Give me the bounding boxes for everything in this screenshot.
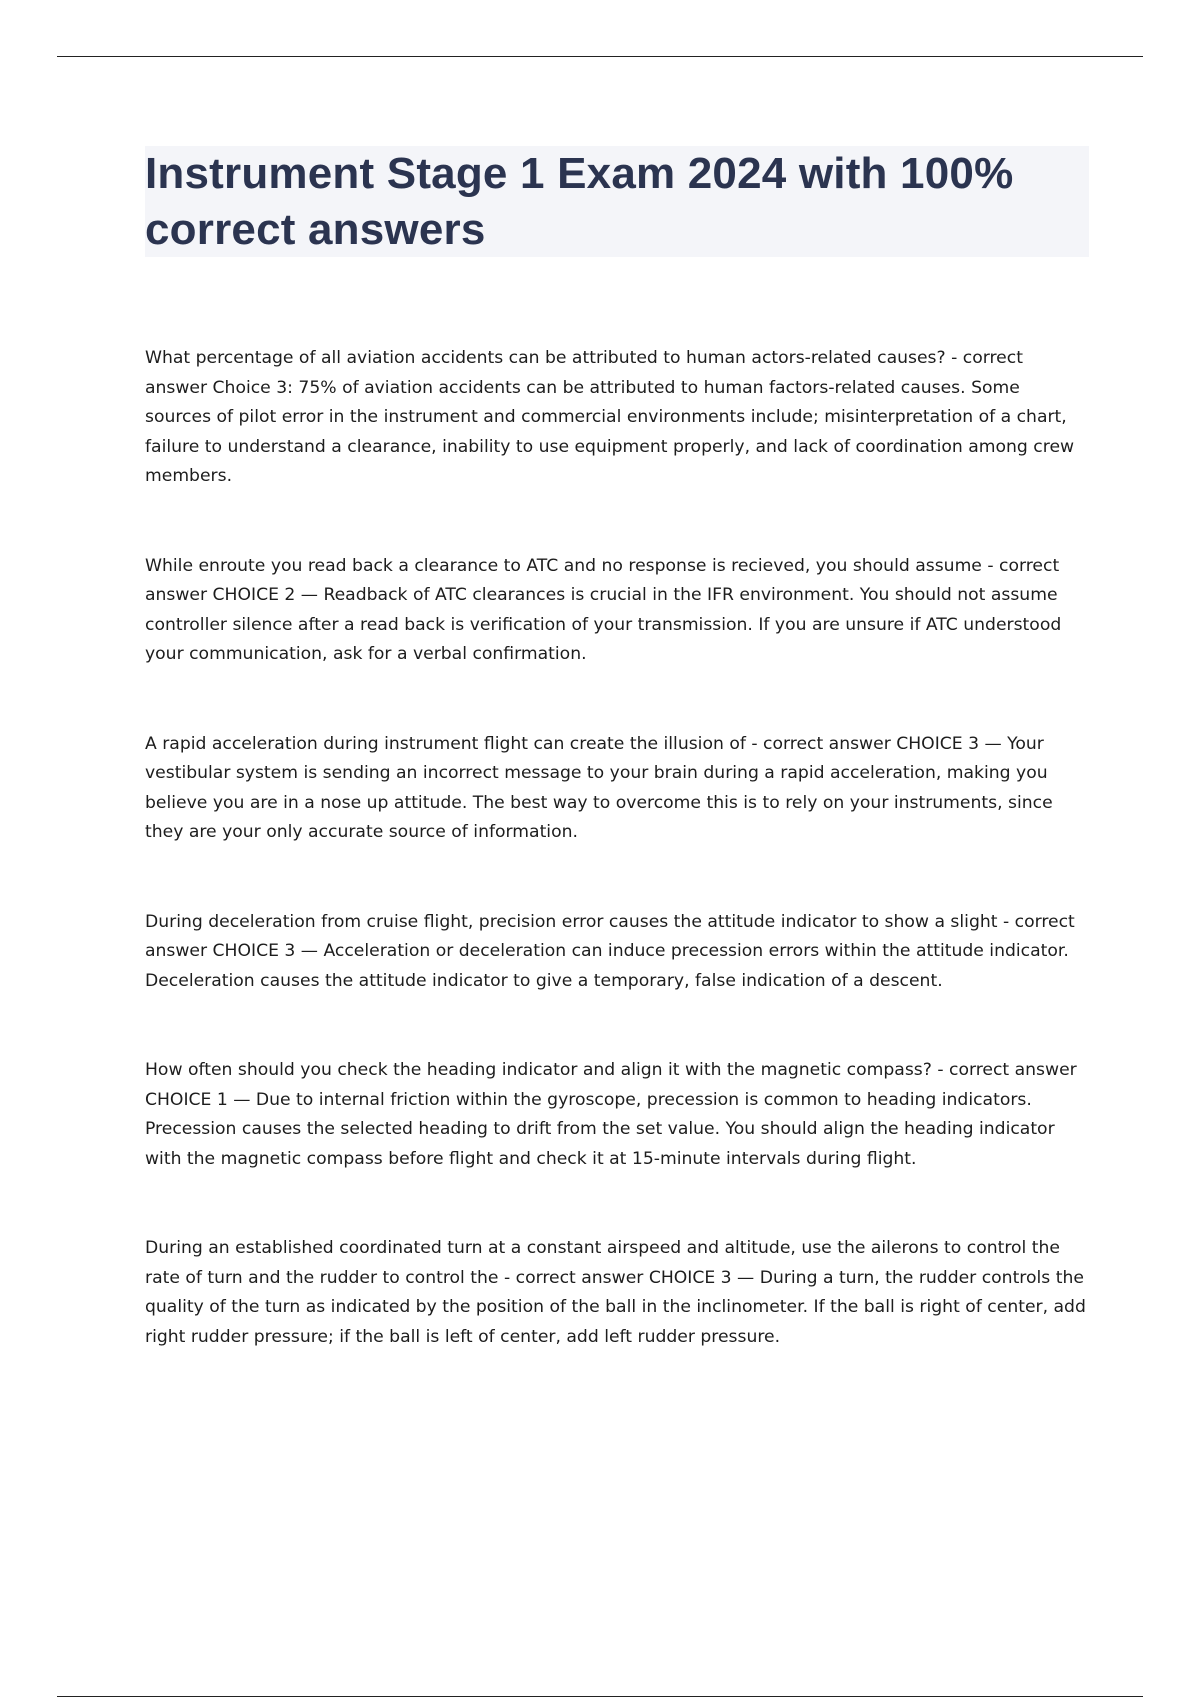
qa-list [145, 344, 1089, 1352]
answer-separator: - correct answer [931, 1060, 1077, 1080]
question-text: During an established coordinated turn at a constant airspeed and altitude, use the ailerons to control the rate of turn and the rudder to control the [145, 1238, 1061, 1288]
answer-text: CHOICE 3 — During a turn, the rudder controls the quality of the turn as indicated by the position of the ball in the inclinometer. If the ball is right of center, add right rudder pressure; if the ball is left of center, add left rudder pressure. [145, 1267, 1086, 1347]
answer-text: CHOICE 1 — Due to internal friction within the gyroscope, precession is common to heading indicators. Precession causes the selected heading to drift from the set value. You should align the heading indicator with the magnetic compass before flight and check it at 15-minute intervals during flight. [145, 1089, 1055, 1169]
answer-separator: - correct answer [145, 348, 1023, 398]
question-text: While enroute you read back a clearance to ATC and no response is recieved, you should assume [145, 555, 982, 576]
qa-item [145, 552, 1089, 670]
question-text: How often should you check the heading indicator and align it with the magnetic compass? [145, 1060, 932, 1080]
answer-separator: - correct answer [745, 733, 897, 754]
question-text: A rapid acceleration during instrument flight can create the illusion of [145, 733, 746, 754]
qa-item [145, 1056, 1089, 1174]
qa-item [145, 908, 1089, 997]
answer-text: Choice 3: 75% of aviation accidents can be attributed to human factors-related causes. Some sources of pilot error in the instrument and commercial environments include; misinterpretation of a chart, failure to understand a clearance, inability to use equipment properly, and lack of coordination among crew members. [145, 377, 1075, 486]
answer-text: CHOICE 2 — Readback of ATC clearances is crucial in the IFR environment. You should not assume controller silence after a read back is verification of your transmission. If you are unsure if ATC understood your communication, ask for a verbal confirmation. [145, 585, 1062, 664]
question-text: What percentage of all aviation accidents can be attributed to human actors-related causes? [145, 348, 946, 368]
title-block [145, 146, 1089, 257]
answer-separator: - correct answer [145, 911, 1075, 961]
answer-separator: - correct answer [145, 555, 1060, 605]
question-text: During deceleration from cruise flight, precision error causes the attitude indicator to show a slight [145, 911, 998, 932]
qa-item [145, 730, 1089, 848]
top-rule [57, 56, 1143, 57]
document-title: Instrument Stage 1 Exam 2024 with 100% correct answers [145, 149, 1014, 254]
qa-item [145, 344, 1089, 492]
answer-text: CHOICE 3 — Your vestibular system is sending an incorrect message to your brain during a rapid acceleration, making you believe you are in a nose up attitude. The best way to overcome this is to rely on your instruments, since they are your only accurate source of information. [145, 733, 1053, 842]
qa-item [145, 1234, 1089, 1352]
bottom-rule [57, 1696, 1143, 1697]
answer-text: CHOICE 3 — Acceleration or deceleration can induce precession errors within the attitude indicator. Deceleration causes the attitude indicator to give a temporary, false indication of a descent. [145, 941, 1069, 991]
answer-separator: - correct answer [498, 1267, 649, 1288]
